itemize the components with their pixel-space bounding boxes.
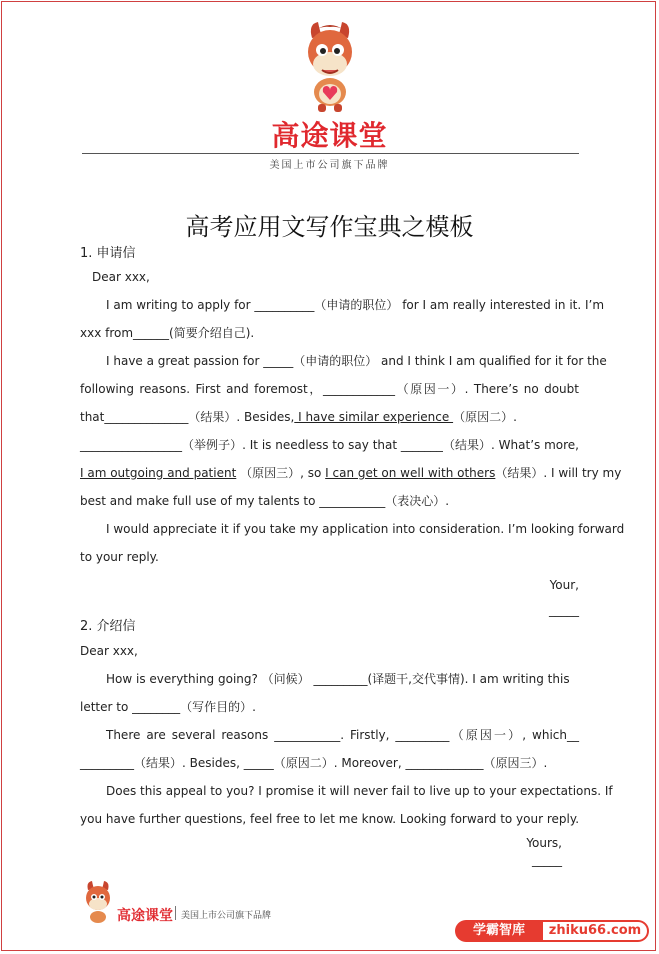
paragraph-line: letter to ________（写作目的）. [80, 700, 256, 714]
document-title: 高考应用文写作宝典之模板 [185, 213, 474, 241]
paragraph-line: you have further questions, feel free to let me know. Looking forward to your reply. [80, 812, 580, 826]
greeting: Dear xxx, [92, 270, 150, 284]
underlined-phrase: I have similar experience [294, 410, 454, 424]
paragraph-line: _________（结果）. Besides, _____（原因二）. Moreover, _____________（原因三）. [80, 756, 548, 770]
closing: Your, [549, 578, 579, 592]
brand-tagline: 美国上市公司旗下品牌 [269, 160, 390, 171]
horse-mascot-icon [298, 20, 362, 120]
watermark-badge [455, 920, 649, 942]
watermark-url: zhiku66.com [543, 922, 647, 940]
paragraph-line: following reasons. First and foremost，____________（原因一）. There’s no doubt [80, 382, 579, 396]
paragraph-line: Does this appeal to you? I promise it will never fail to live up to your expectations. If [106, 784, 613, 798]
paragraph-line: I am writing to apply for __________（申请的职位） for I am really interested in it. I’m [106, 298, 605, 312]
footer-divider [175, 906, 176, 920]
horse-logo-icon [80, 880, 116, 924]
watermark-site-name: 学霸智库 [472, 923, 525, 938]
paragraph-line: best and make full use of my talents to ___________（表决心）. [80, 494, 450, 508]
closing: Yours, [526, 836, 562, 850]
signature-blank: _____ [549, 603, 579, 617]
section-heading-introduction-letter: 2. 介绍信 [80, 619, 136, 634]
signature-blank: _____ [532, 853, 562, 867]
underlined-phrase: I am outgoing and patient [80, 466, 237, 480]
footer-brand-name: 高途课堂 [117, 908, 173, 924]
paragraph-line: that______________（结果）. Besides, I have similar experience （原因二）. [80, 410, 517, 424]
section-heading-application-letter: 1. 申请信 [80, 246, 136, 261]
paragraph-line: to your reply. [80, 550, 159, 564]
footer-tagline: 美国上市公司旗下品牌 [181, 911, 272, 921]
paragraph-line: I am outgoing and patient （原因三）, so I can get on well with others（结果）. I will try my [80, 466, 622, 480]
greeting: Dear xxx, [80, 644, 138, 658]
paragraph-line: I would appreciate it if you take my application into consideration. I’m looking forward [106, 522, 625, 536]
paragraph-line: How is everything going? （问候） _________(译题干,交代事情). I am writing this [106, 672, 570, 686]
paragraph-line: I have a great passion for _____（申请的职位） and I think I am qualified for it for the [106, 354, 607, 368]
paragraph-line: _________________（举例子）. It is needless to say that _______（结果）. What’s more, [80, 438, 579, 452]
brand-name: 高途课堂 [271, 119, 388, 152]
paragraph-line: There are several reasons ___________. Firstly, _________（原因一）, which__ [106, 728, 579, 742]
header-divider [82, 153, 579, 154]
paragraph-line: xxx from______(简要介绍自己). [80, 326, 255, 340]
underlined-phrase: I can get on well with others [325, 466, 496, 480]
